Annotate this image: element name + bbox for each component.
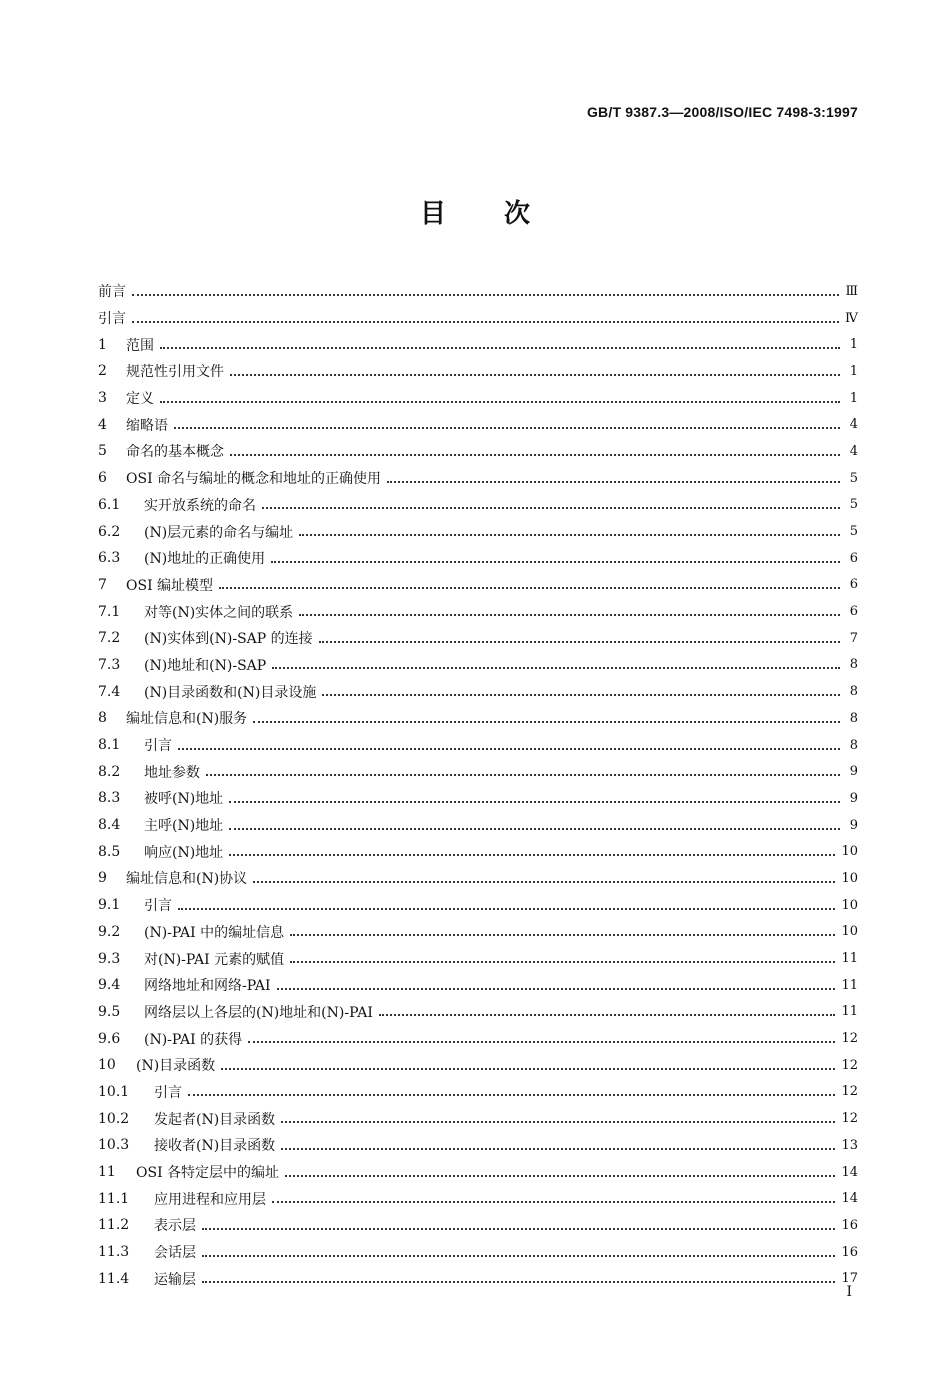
toc-entry[interactable] bbox=[98, 838, 858, 865]
toc-entry-page: 12 bbox=[841, 1084, 858, 1100]
toc-entry-label: 范围 bbox=[126, 337, 154, 354]
toc-entry-page: 8 bbox=[849, 657, 858, 673]
toc-entry-number: 4 bbox=[98, 416, 107, 433]
dot-leader bbox=[319, 640, 840, 643]
toc-entry[interactable] bbox=[98, 518, 858, 545]
dot-leader bbox=[202, 1227, 835, 1230]
toc-entry-number: 3 bbox=[98, 390, 107, 407]
page-title: 目次 bbox=[419, 199, 588, 229]
toc-entry-label: 编址信息和(N)协议 bbox=[126, 871, 248, 888]
toc-entry-number: 10.1 bbox=[98, 1083, 130, 1100]
toc-entry-number: 8.3 bbox=[98, 790, 121, 807]
toc-entry-number: 10 bbox=[98, 1057, 116, 1074]
toc-entry[interactable] bbox=[98, 1212, 858, 1239]
toc-entry-label: 网络层以上各层的(N)地址和(N)-PAI bbox=[144, 1004, 373, 1021]
toc-entry[interactable] bbox=[98, 678, 858, 705]
toc-entry-number: 9.1 bbox=[98, 897, 121, 914]
toc-entry-label: 应用进程和应用层 bbox=[154, 1191, 266, 1208]
toc-entry-page: 12 bbox=[841, 1111, 858, 1127]
toc-entry-page: 9 bbox=[849, 764, 858, 780]
toc-entry-label: 被呼(N)地址 bbox=[144, 791, 224, 808]
toc-entry-number: 11.1 bbox=[98, 1190, 130, 1207]
toc-entry-label: 接收者(N)目录函数 bbox=[154, 1138, 276, 1155]
toc-entry-number: 7 bbox=[98, 576, 107, 593]
dot-leader bbox=[281, 1147, 835, 1150]
toc-entry-page: 6 bbox=[849, 577, 858, 593]
toc-entry[interactable] bbox=[98, 625, 858, 652]
toc-entry-label: (N)层元素的命名与编址 bbox=[144, 524, 294, 541]
dot-leader bbox=[178, 747, 840, 750]
toc-entry-label: (N)目录函数 bbox=[136, 1058, 216, 1075]
toc-entry-number: 9.2 bbox=[98, 923, 121, 940]
toc-entry-number: 5 bbox=[98, 443, 107, 460]
toc-entry-label: 网络地址和网络-PAI bbox=[144, 978, 271, 995]
toc-entry-page: 10 bbox=[841, 924, 858, 940]
toc-entry-number: 8.5 bbox=[98, 843, 121, 860]
toc-entry-page: 8 bbox=[849, 684, 858, 700]
toc-entry[interactable] bbox=[98, 732, 858, 759]
toc-entry-number: 8.2 bbox=[98, 763, 121, 780]
toc-entry[interactable] bbox=[98, 652, 858, 679]
toc-entry-number: 7.2 bbox=[98, 630, 121, 647]
dot-leader bbox=[299, 533, 840, 536]
dot-leader bbox=[290, 960, 835, 963]
toc-entry-page: Ⅲ bbox=[845, 283, 858, 299]
toc-entry[interactable] bbox=[98, 1105, 858, 1132]
toc-entry-label: (N)地址和(N)-SAP bbox=[144, 657, 267, 674]
toc-entry-number: 11.4 bbox=[98, 1270, 130, 1287]
toc-entry-number: 6.1 bbox=[98, 496, 121, 513]
toc-entry-number: 10.3 bbox=[98, 1137, 130, 1154]
toc-entry-label: OSI 各特定层中的编址 bbox=[136, 1165, 280, 1182]
dot-leader bbox=[272, 666, 840, 669]
toc-entry[interactable] bbox=[98, 1159, 858, 1186]
toc-entry-label: OSI 编址模型 bbox=[126, 577, 214, 594]
toc-entry-number: 9.5 bbox=[98, 1003, 121, 1020]
dot-leader bbox=[132, 320, 839, 323]
dot-leader bbox=[253, 720, 840, 723]
dot-leader bbox=[160, 346, 840, 349]
toc-entry-page: 5 bbox=[849, 497, 858, 513]
toc-entry[interactable] bbox=[98, 411, 858, 438]
toc-entry-page: 5 bbox=[849, 524, 858, 540]
toc-entry-page: 17 bbox=[841, 1271, 858, 1287]
toc-entry-page: 6 bbox=[849, 604, 858, 620]
toc-entry[interactable] bbox=[98, 492, 858, 519]
toc-entry[interactable] bbox=[98, 545, 858, 572]
toc-entry-number: 9 bbox=[98, 870, 107, 887]
dot-leader bbox=[271, 560, 840, 563]
toc-entry-label: (N)-PAI 的获得 bbox=[144, 1031, 243, 1048]
toc-entry-label: 引言 bbox=[144, 738, 172, 755]
toc-entry-label: 定义 bbox=[126, 391, 154, 408]
toc-entry[interactable] bbox=[98, 1239, 858, 1266]
dot-leader bbox=[322, 693, 840, 696]
toc-entry[interactable] bbox=[98, 598, 858, 625]
toc-entry-number: 11 bbox=[98, 1164, 116, 1181]
toc-entry-label: 地址参数 bbox=[144, 764, 200, 781]
toc-entry-number: 8.4 bbox=[98, 817, 121, 834]
toc-entry-page: 6 bbox=[849, 550, 858, 566]
toc-entry-label: 会话层 bbox=[154, 1245, 196, 1262]
toc-entry-number: 10.2 bbox=[98, 1110, 130, 1127]
dot-leader bbox=[272, 1200, 835, 1203]
toc-entry-page: 1 bbox=[849, 363, 858, 379]
toc-entry[interactable] bbox=[98, 919, 858, 946]
dot-leader bbox=[229, 853, 835, 856]
document-code-header: GB/T 9387.3—2008/ISO/IEC 7498-3:1997 bbox=[586, 104, 858, 120]
dot-leader bbox=[202, 1280, 835, 1283]
toc-entry[interactable] bbox=[98, 385, 858, 412]
toc-entry-label: OSI 命名与编址的概念和地址的正确使用 bbox=[126, 471, 382, 488]
toc-entry[interactable] bbox=[98, 438, 858, 465]
toc-entry-page: 9 bbox=[849, 817, 858, 833]
toc-entry-label: 响应(N)地址 bbox=[144, 844, 224, 861]
toc-entry-number: 11.2 bbox=[98, 1217, 130, 1234]
toc-entry-page: 12 bbox=[841, 1057, 858, 1073]
toc-entry-number: 7.4 bbox=[98, 683, 121, 700]
dot-leader bbox=[178, 907, 835, 910]
toc-entry-number: 7.1 bbox=[98, 603, 121, 620]
toc-entry-page: 16 bbox=[841, 1217, 858, 1233]
toc-entry-number: 8.1 bbox=[98, 737, 121, 754]
toc-entry[interactable] bbox=[98, 1185, 858, 1212]
dot-leader bbox=[202, 1254, 835, 1257]
toc-entry-page: 16 bbox=[841, 1244, 858, 1260]
toc-entry[interactable] bbox=[98, 892, 858, 919]
dot-leader bbox=[281, 1120, 835, 1123]
dot-leader bbox=[132, 293, 839, 296]
toc-entry-page: 4 bbox=[849, 443, 858, 459]
toc-entry-number: 6.2 bbox=[98, 523, 121, 540]
dot-leader bbox=[387, 480, 840, 483]
toc-entry-page: 1 bbox=[849, 390, 858, 406]
toc-entry-page: 8 bbox=[849, 710, 858, 726]
toc-entry[interactable] bbox=[98, 758, 858, 785]
dot-leader bbox=[206, 773, 840, 776]
toc-entry[interactable] bbox=[98, 1079, 858, 1106]
toc-entry-label: (N)目录函数和(N)目录设施 bbox=[144, 684, 317, 701]
toc-entry-number: 7.3 bbox=[98, 656, 121, 673]
toc-entry[interactable] bbox=[98, 465, 858, 492]
toc-entry-number: 6.3 bbox=[98, 550, 121, 567]
toc-entry[interactable] bbox=[98, 572, 858, 599]
table-of-contents bbox=[98, 278, 858, 1292]
toc-entry-label: 表示层 bbox=[154, 1218, 196, 1235]
toc-entry-number: 8 bbox=[98, 710, 107, 727]
dot-leader bbox=[229, 827, 840, 830]
toc-entry[interactable] bbox=[98, 305, 858, 332]
dot-leader bbox=[277, 987, 836, 990]
toc-entry-page: 1 bbox=[849, 337, 858, 353]
toc-entry-label: (N)实体到(N)-SAP 的连接 bbox=[144, 631, 313, 648]
dot-leader bbox=[285, 1174, 835, 1177]
toc-entry-page: 5 bbox=[849, 470, 858, 486]
toc-entry[interactable] bbox=[98, 972, 858, 999]
toc-entry-number: 9.6 bbox=[98, 1030, 121, 1047]
toc-entry-label: 规范性引用文件 bbox=[126, 364, 224, 381]
dot-leader bbox=[188, 1093, 835, 1096]
toc-entry-label: 发起者(N)目录函数 bbox=[154, 1111, 276, 1128]
dot-leader bbox=[221, 1067, 835, 1070]
dot-leader bbox=[219, 586, 840, 589]
toc-entry-page: 7 bbox=[849, 630, 858, 646]
toc-entry-label: 编址信息和(N)服务 bbox=[126, 711, 248, 728]
toc-entry-page: 10 bbox=[841, 897, 858, 913]
toc-entry-page: 12 bbox=[841, 1031, 858, 1047]
toc-entry-page: 11 bbox=[841, 977, 858, 993]
toc-entry[interactable] bbox=[98, 865, 858, 892]
toc-entry-label: 命名的基本概念 bbox=[126, 444, 224, 461]
toc-entry[interactable] bbox=[98, 999, 858, 1026]
dot-leader bbox=[379, 1013, 836, 1016]
toc-entry-label: 运输层 bbox=[154, 1271, 196, 1288]
toc-entry-label: 实开放系统的命名 bbox=[144, 497, 256, 514]
toc-entry[interactable] bbox=[98, 945, 858, 972]
toc-entry-label: 引言 bbox=[98, 311, 126, 328]
toc-entry-label: 前言 bbox=[98, 284, 126, 301]
toc-entry[interactable] bbox=[98, 812, 858, 839]
toc-entry[interactable] bbox=[98, 358, 858, 385]
dot-leader bbox=[174, 426, 840, 429]
toc-entry-label: 主呼(N)地址 bbox=[144, 818, 224, 835]
toc-entry-page: Ⅳ bbox=[845, 310, 858, 326]
toc-entry[interactable] bbox=[98, 331, 858, 358]
toc-entry[interactable] bbox=[98, 278, 858, 305]
toc-entry-number: 9.3 bbox=[98, 950, 121, 967]
toc-entry-number: 11.3 bbox=[98, 1244, 130, 1261]
toc-entry-label: (N)-PAI 中的编址信息 bbox=[144, 924, 285, 941]
toc-entry-page: 8 bbox=[849, 737, 858, 753]
dot-leader bbox=[230, 373, 840, 376]
toc-entry[interactable] bbox=[98, 1052, 858, 1079]
toc-entry-label: 对等(N)实体之间的联系 bbox=[144, 604, 294, 621]
toc-entry[interactable] bbox=[98, 1025, 858, 1052]
dot-leader bbox=[229, 800, 840, 803]
toc-entry-page: 11 bbox=[841, 951, 858, 967]
toc-entry-number: 2 bbox=[98, 363, 107, 380]
page-number: Ⅰ bbox=[846, 1284, 852, 1300]
toc-entry-label: 引言 bbox=[144, 898, 172, 915]
toc-entry-label: 引言 bbox=[154, 1084, 182, 1101]
toc-entry[interactable] bbox=[98, 705, 858, 732]
toc-entry-label: 对(N)-PAI 元素的赋值 bbox=[144, 951, 285, 968]
toc-entry-page: 10 bbox=[841, 870, 858, 886]
toc-entry-page: 13 bbox=[841, 1137, 858, 1153]
dot-leader bbox=[253, 880, 835, 883]
toc-entry-label: (N)地址的正确使用 bbox=[144, 551, 266, 568]
dot-leader bbox=[299, 613, 840, 616]
toc-entry-number: 1 bbox=[98, 336, 107, 353]
toc-entry-page: 14 bbox=[841, 1191, 858, 1207]
toc-entry[interactable] bbox=[98, 1132, 858, 1159]
toc-entry-page: 10 bbox=[841, 844, 858, 860]
toc-entry-label: 缩略语 bbox=[126, 417, 168, 434]
toc-entry-page: 4 bbox=[849, 417, 858, 433]
toc-entry-number: 9.4 bbox=[98, 977, 121, 994]
dot-leader bbox=[160, 400, 840, 403]
dot-leader bbox=[290, 933, 835, 936]
toc-entry-number: 6 bbox=[98, 470, 107, 487]
toc-entry-page: 14 bbox=[841, 1164, 858, 1180]
toc-entry-page: 11 bbox=[841, 1004, 858, 1020]
toc-entry[interactable] bbox=[98, 785, 858, 812]
dot-leader bbox=[230, 453, 840, 456]
toc-entry[interactable] bbox=[98, 1265, 858, 1292]
toc-entry-page: 9 bbox=[849, 790, 858, 806]
dot-leader bbox=[248, 1040, 835, 1043]
dot-leader bbox=[262, 506, 840, 509]
